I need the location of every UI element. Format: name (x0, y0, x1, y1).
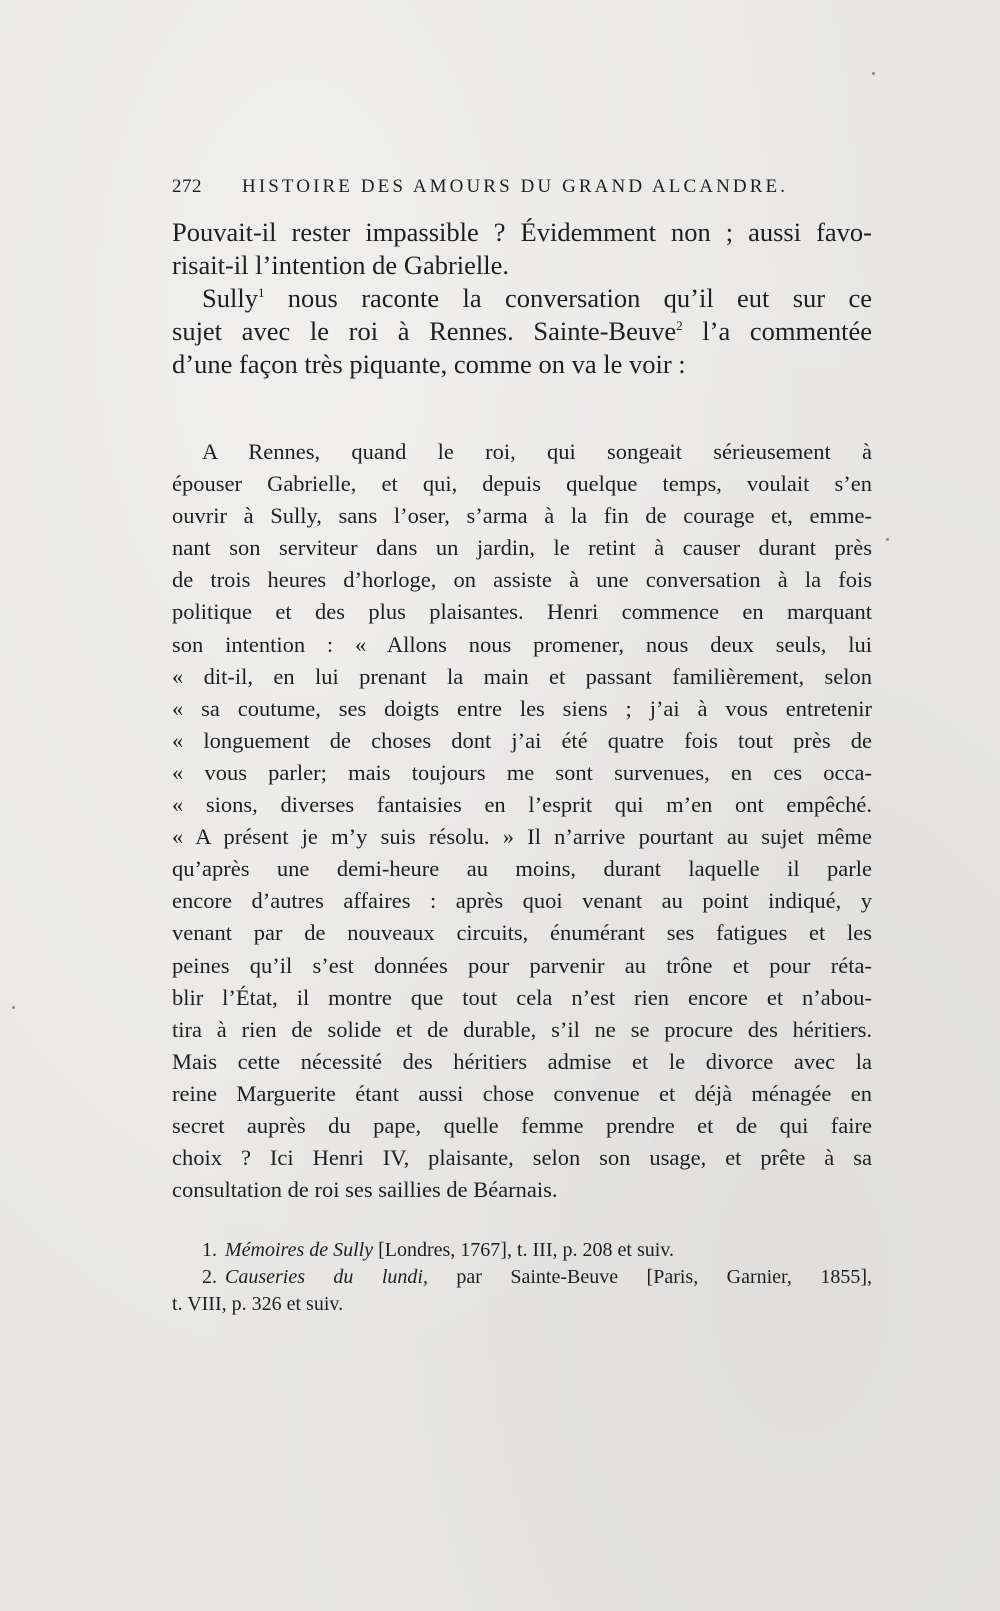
quote-line: « vous parler; mais toujours me sont survenues, en ces occa- (172, 759, 872, 785)
quote-line: peines qu’il s’est données pour parvenir au trône et pour réta- (172, 952, 872, 978)
quote-line: de trois heures d’horloge, on assiste à une conversation à la fois (172, 567, 872, 593)
quote-line: qu’après une demi-heure au moins, durant laquelle il parle (172, 856, 872, 882)
quote-line: « dit-il, en lui prenant la main et passant familièrement, selon (172, 663, 872, 689)
footnote-ref: 1 (257, 285, 265, 301)
text-line (172, 315, 872, 348)
quote-line: consultation de roi ses saillies de Béarnais. (172, 1177, 558, 1203)
text-line: d’une façon très piquante, comme on va le voir : (172, 349, 686, 379)
running-title: HISTOIRE DES AMOURS DU GRAND ALCANDRE. (242, 176, 789, 197)
quote-line: venant par de nouveaux circuits, énumérant ses fatigues et les (172, 920, 872, 946)
paper-speck (886, 538, 889, 541)
quote-line: ouvrir à Sully, sans l’oser, s’arma à la fin de courage et, emme- (172, 503, 872, 529)
quote-line: « sions, diverses fantaisies en l’esprit qui m’en ont empêché. (172, 792, 872, 818)
quote-line: son intention : « Allons nous promener, nous deux seuls, lui (172, 631, 872, 657)
body-text (172, 216, 872, 381)
footnote-ref: 2 (676, 318, 683, 334)
paper-speck (872, 72, 875, 75)
quote-line: reine Marguerite étant aussi chose convenue et déjà ménagée en (172, 1080, 872, 1106)
text-line: risait-il l’intention de Gabrielle. (172, 250, 510, 280)
footnote-text: par Sainte-Beuve [Paris, Garnier, 1855], (427, 1266, 872, 1288)
footnote-title: Causeries du lundi, (225, 1266, 428, 1288)
text-fragment: nous raconte la conversation qu’il eut sur ce (264, 283, 872, 313)
footnote-text: [Londres, 1767], t. III, p. 208 et suiv. (373, 1239, 674, 1261)
text-line: Pouvait-il rester impassible ? Évidemment non ; aussi favo- (172, 217, 872, 247)
quote-line: nant son serviteur dans un jardin, le retint à causer durant près (172, 535, 872, 561)
footnote-number: 2. (202, 1266, 217, 1288)
quote-line: A Rennes, quand le roi, qui songeait sérieusement à (202, 439, 872, 464)
quote-line: politique et des plus plaisantes. Henri commence en marquant (172, 599, 872, 625)
footnote-1 (172, 1237, 872, 1264)
quote-line: choix ? Ici Henri IV, plaisante, selon son usage, et prête à sa (172, 1145, 872, 1171)
footnote-title: Mémoires de Sully (225, 1239, 374, 1261)
quoted-passage (172, 436, 872, 1206)
footnote-2 (172, 1264, 872, 1291)
quote-line: épouser Gabrielle, et qui, depuis quelque temps, voulait s’en (172, 471, 872, 497)
quote-line: « longuement de choses dont j’ai été quatre fois tout près de (172, 727, 872, 753)
text-fragment: Sully (202, 283, 258, 313)
running-head (172, 176, 872, 206)
quote-line: tira à rien de solide et de durable, s’il ne se procure des héritiers. (172, 1016, 872, 1042)
quote-line: blir l’État, il montre que tout cela n’est rien encore et n’abou- (172, 984, 872, 1010)
quote-line: Mais cette nécessité des héritiers admise et le divorce avec la (172, 1048, 872, 1074)
text-fragment: l’a commentée (682, 316, 872, 346)
footnote-2-continued: t. VIII, p. 326 et suiv. (172, 1293, 344, 1315)
footnote-number: 1. (202, 1239, 217, 1261)
quote-line: « sa coutume, ses doigts entre les siens ; j’ai à vous entretenir (172, 695, 872, 721)
quote-line: secret auprès du pape, quelle femme prendre et de qui faire (172, 1112, 872, 1138)
paper-speck (12, 1006, 15, 1009)
footnotes (172, 1237, 872, 1318)
text-fragment: sujet avec le roi à Rennes. Sainte-Beuve (172, 316, 677, 346)
quote-line: « A présent je m’y suis résolu. » Il n’arrive pourtant au sujet même (172, 824, 872, 850)
text-line (172, 282, 872, 315)
quote-line: encore d’autres affaires : après quoi venant au point indiqué, y (172, 888, 872, 914)
page-number: 272 (172, 176, 202, 197)
